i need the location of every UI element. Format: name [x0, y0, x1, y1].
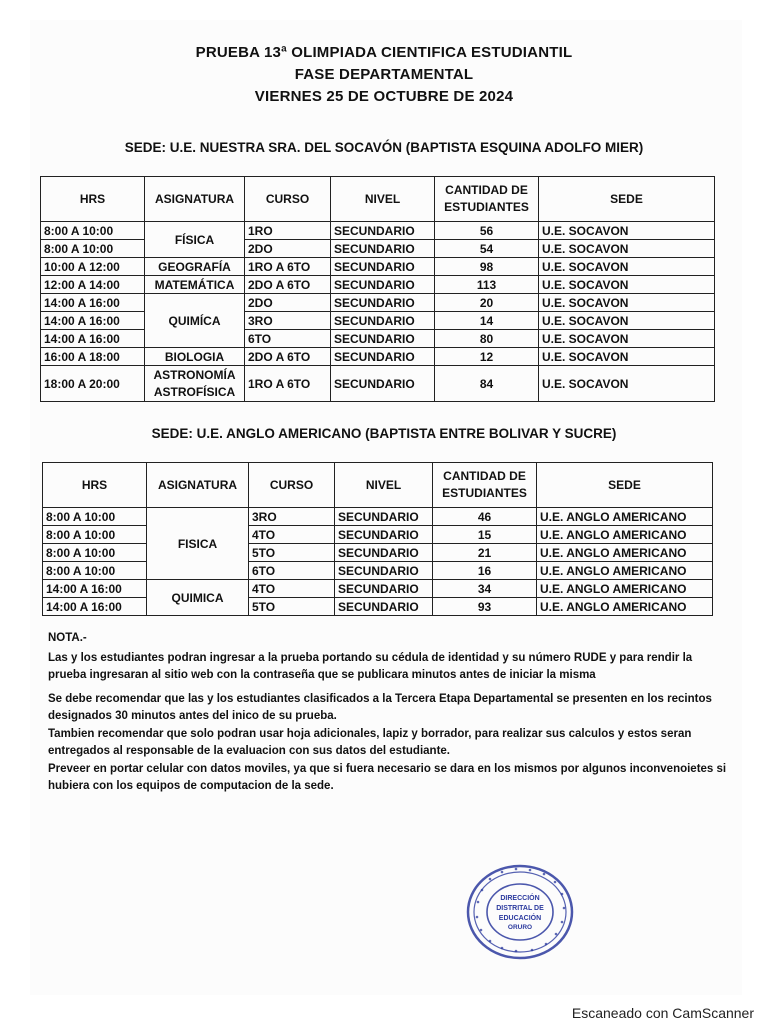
cantidad-cell: 16 — [433, 562, 537, 580]
nivel-cell: SECUNDARIO — [331, 294, 435, 312]
curso-cell: 2DO — [245, 240, 331, 258]
sede-cell: U.E. SOCAVON — [539, 258, 715, 276]
cantidad-cell: 20 — [435, 294, 539, 312]
nivel-cell: SECUNDARIO — [331, 240, 435, 258]
sede-cell: U.E. SOCAVON — [539, 366, 715, 402]
nota-paragraph-1: Las y los estudiantes podran ingresar a la prueba portando su cédula de identidad y su número RUDE y para rendir la prueba ingresaran al sitio web con la contraseña que se publicara minutos antes de iniciar la misma — [48, 651, 693, 681]
schedule-table-anglo — [42, 462, 713, 616]
cantidad-cell: 46 — [433, 508, 537, 526]
table-header-row — [43, 463, 713, 508]
nivel-cell: SECUNDARIO — [335, 562, 433, 580]
table-row — [41, 276, 715, 294]
sede-cell: U.E. SOCAVON — [539, 240, 715, 258]
title-line-1: PRUEBA 13ª OLIMPIADA CIENTIFICA ESTUDIANTIL — [195, 44, 573, 61]
nivel-cell: SECUNDARIO — [331, 258, 435, 276]
table-row — [41, 330, 715, 348]
nivel-cell: SECUNDARIO — [335, 580, 433, 598]
sede-2-heading: SEDE: U.E. ANGLO AMERICANO (BAPTISTA ENTRE BOLIVAR Y SUCRE) — [151, 426, 617, 441]
subject-cell: BIOLOGIA — [145, 348, 245, 366]
col-sede: SEDE — [537, 463, 713, 508]
col-nivel: NIVEL — [331, 177, 435, 222]
subject-cell: FISICA — [147, 508, 249, 580]
sede-cell: U.E. SOCAVON — [539, 312, 715, 330]
curso-cell: 6TO — [249, 562, 335, 580]
subject-cell: GEOGRAFÍA — [145, 258, 245, 276]
hrs-cell: 8:00 A 10:00 — [41, 222, 145, 240]
sede-cell: U.E. ANGLO AMERICANO — [537, 562, 713, 580]
cantidad-cell: 113 — [435, 276, 539, 294]
col-curso: CURSO — [249, 463, 335, 508]
subject-cell: QUIMÍCA — [145, 294, 245, 348]
hrs-cell: 8:00 A 10:00 — [41, 240, 145, 258]
nivel-cell: SECUNDARIO — [331, 366, 435, 402]
col-curso: CURSO — [245, 177, 331, 222]
table-row — [43, 508, 713, 526]
col-hrs: HRS — [43, 463, 147, 508]
hrs-cell: 14:00 A 16:00 — [41, 330, 145, 348]
table-row — [41, 294, 715, 312]
table-row — [43, 562, 713, 580]
col-hrs: HRS — [41, 177, 145, 222]
cantidad-cell: 12 — [435, 348, 539, 366]
table-row — [43, 580, 713, 598]
title-line-2: FASE DEPARTAMENTAL — [294, 66, 474, 83]
nivel-cell: SECUNDARIO — [335, 544, 433, 562]
nivel-cell: SECUNDARIO — [335, 508, 433, 526]
sede-cell: U.E. SOCAVON — [539, 276, 715, 294]
nota-paragraph-2: Se debe recomendar que las y los estudiantes clasificados a la Tercera Etapa Departamental se presenten en los recintos designados 30 minutos antes del inico de su prueba. — [48, 692, 712, 722]
col-asignatura: ASIGNATURA — [145, 177, 245, 222]
cantidad-cell: 54 — [435, 240, 539, 258]
curso-cell: 2DO A 6TO — [245, 276, 331, 294]
col-asignatura: ASIGNATURA — [147, 463, 249, 508]
sede-1-heading: SEDE: U.E. NUESTRA SRA. DEL SOCAVÓN (BAPTISTA ESQUINA ADOLFO MIER) — [124, 140, 644, 155]
curso-cell: 1RO — [245, 222, 331, 240]
curso-cell: 3RO — [249, 508, 335, 526]
col-sede: SEDE — [539, 177, 715, 222]
nivel-cell: SECUNDARIO — [331, 348, 435, 366]
hrs-cell: 14:00 A 16:00 — [41, 294, 145, 312]
curso-cell: 1RO A 6TO — [245, 366, 331, 402]
scanner-watermark: Escaneado con CamScanner — [571, 1005, 754, 1021]
nota-heading: NOTA.- — [48, 632, 87, 644]
curso-cell: 6TO — [245, 330, 331, 348]
cantidad-cell: 80 — [435, 330, 539, 348]
cantidad-cell: 21 — [433, 544, 537, 562]
sede-cell: U.E. SOCAVON — [539, 348, 715, 366]
table-row — [41, 348, 715, 366]
cantidad-cell: 56 — [435, 222, 539, 240]
curso-cell: 1RO A 6TO — [245, 258, 331, 276]
table-row — [43, 544, 713, 562]
hrs-cell: 14:00 A 16:00 — [41, 312, 145, 330]
nivel-cell: SECUNDARIO — [331, 276, 435, 294]
col-cantidad: CANTIDAD DE ESTUDIANTES — [433, 463, 537, 508]
sede-cell: U.E. ANGLO AMERICANO — [537, 580, 713, 598]
hrs-cell: 10:00 A 12:00 — [41, 258, 145, 276]
cantidad-cell: 84 — [435, 366, 539, 402]
subject-cell: ASTRONOMÍA ASTROFÍSICA — [145, 366, 245, 402]
svg-text:DISTRITAL DE: DISTRITAL DE — [496, 905, 544, 912]
curso-cell: 2DO A 6TO — [245, 348, 331, 366]
col-nivel: NIVEL — [335, 463, 433, 508]
nivel-cell: SECUNDARIO — [331, 312, 435, 330]
cantidad-cell: 34 — [433, 580, 537, 598]
nota-paragraph-4: Preveer en portar celular con datos moviles, ya que si fuera necesario se dara en los mismos por algunos inconvenoietes si hubiera con los equipos de computacion de la sede. — [48, 762, 727, 792]
curso-cell: 5TO — [249, 544, 335, 562]
sede-cell: U.E. SOCAVON — [539, 330, 715, 348]
hrs-cell: 16:00 A 18:00 — [41, 348, 145, 366]
schedule-table-socavon — [40, 176, 715, 402]
table-row — [41, 222, 715, 240]
cantidad-cell: 98 — [435, 258, 539, 276]
nivel-cell: SECUNDARIO — [335, 526, 433, 544]
nivel-cell: SECUNDARIO — [331, 330, 435, 348]
table-row — [41, 366, 715, 402]
hrs-cell: 14:00 A 16:00 — [43, 580, 147, 598]
curso-cell: 4TO — [249, 526, 335, 544]
hrs-cell: 8:00 A 10:00 — [43, 562, 147, 580]
table-row — [41, 312, 715, 330]
svg-text:DIRECCIÓN: DIRECCIÓN — [500, 895, 540, 902]
table-row — [43, 598, 713, 616]
table-row — [43, 526, 713, 544]
svg-text:ORURO: ORURO — [507, 924, 533, 931]
sede-cell: U.E. ANGLO AMERICANO — [537, 544, 713, 562]
subject-cell: FÍSICA — [145, 222, 245, 258]
hrs-cell: 8:00 A 10:00 — [43, 508, 147, 526]
subject-cell: MATEMÁTICA — [145, 276, 245, 294]
hrs-cell: 8:00 A 10:00 — [43, 526, 147, 544]
hrs-cell: 12:00 A 14:00 — [41, 276, 145, 294]
sede-cell: U.E. SOCAVON — [539, 294, 715, 312]
col-cantidad: CANTIDAD DE ESTUDIANTES — [435, 177, 539, 222]
sede-cell: U.E. SOCAVON — [539, 222, 715, 240]
sede-cell: U.E. ANGLO AMERICANO — [537, 508, 713, 526]
nota-paragraph-3: Tambien recomendar que solo podran usar hoja adicionales, lapiz y borrador, para realizar sus calculos y estos seran entregados al responsable de la evaluacion con sus datos del estudiante. — [48, 727, 692, 757]
curso-cell: 3RO — [245, 312, 331, 330]
curso-cell: 2DO — [245, 294, 331, 312]
official-stamp — [464, 862, 576, 962]
nivel-cell: SECUNDARIO — [331, 222, 435, 240]
document-title — [0, 42, 768, 108]
curso-cell: 4TO — [249, 580, 335, 598]
table-row — [41, 240, 715, 258]
nota-section — [48, 630, 728, 800]
hrs-cell: 14:00 A 16:00 — [43, 598, 147, 616]
cantidad-cell: 14 — [435, 312, 539, 330]
table-header-row — [41, 177, 715, 222]
sede-cell: U.E. ANGLO AMERICANO — [537, 526, 713, 544]
title-line-3: VIERNES 25 DE OCTUBRE DE 2024 — [254, 88, 514, 105]
stamp-seal-icon — [464, 862, 576, 962]
subject-cell: QUIMICA — [147, 580, 249, 616]
hrs-cell: 8:00 A 10:00 — [43, 544, 147, 562]
nivel-cell: SECUNDARIO — [335, 598, 433, 616]
hrs-cell: 18:00 A 20:00 — [41, 366, 145, 402]
curso-cell: 5TO — [249, 598, 335, 616]
table-row — [41, 258, 715, 276]
cantidad-cell: 93 — [433, 598, 537, 616]
sede-cell: U.E. ANGLO AMERICANO — [537, 598, 713, 616]
svg-text:EDUCACIÓN: EDUCACIÓN — [498, 915, 542, 922]
cantidad-cell: 15 — [433, 526, 537, 544]
